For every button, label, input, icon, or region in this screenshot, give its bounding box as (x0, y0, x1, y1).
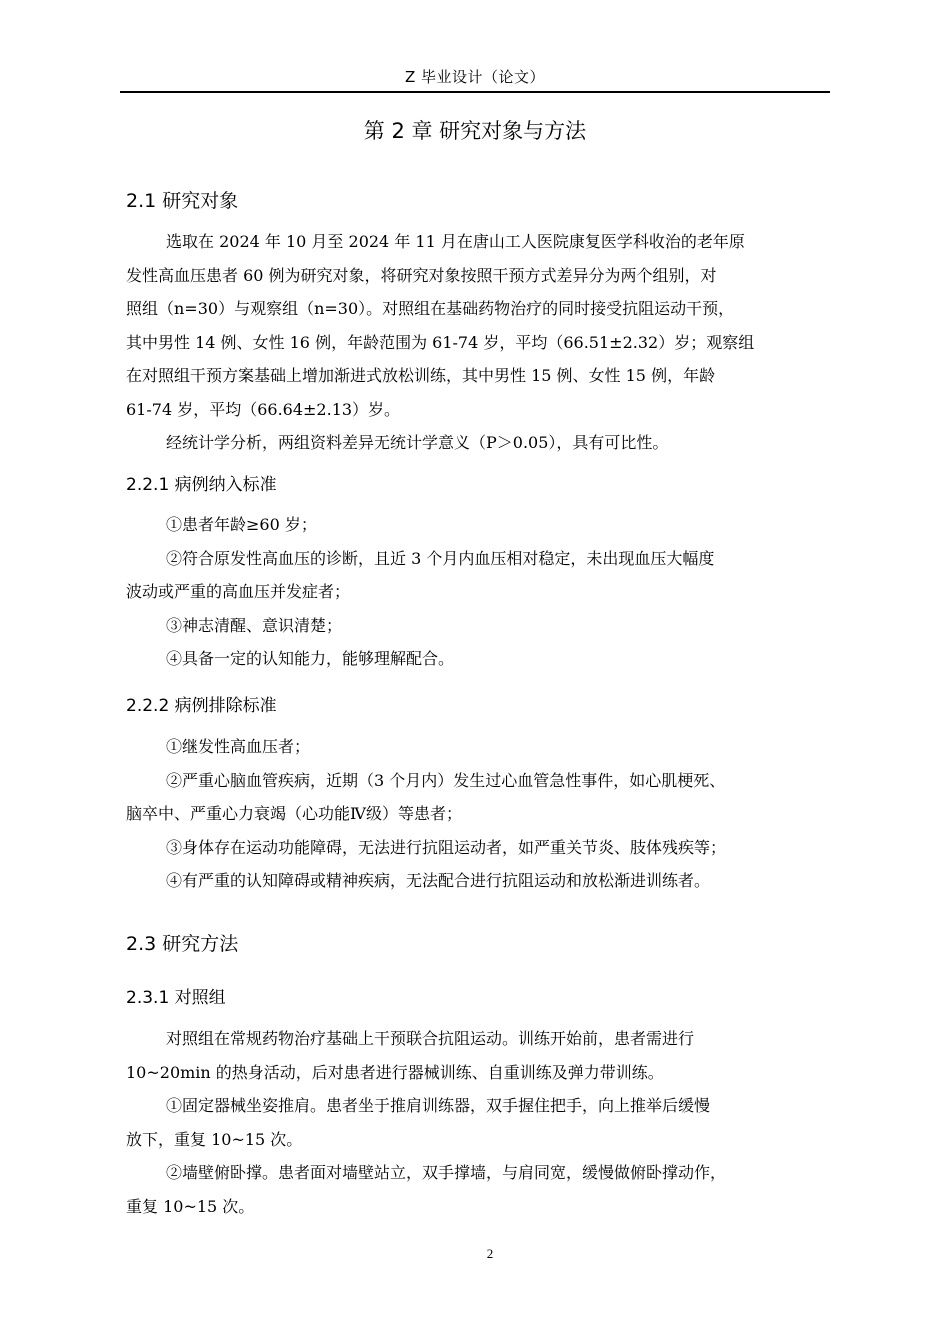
paragraph-line: 10~20min 的热身活动，后对患者进行器械训练、自重训练及弹力带训练。 (126, 1062, 664, 1082)
list-item: ①固定器械坐姿推肩。患者坐于推肩训练器，双手握住把手，向上推举后缓慢 (166, 1096, 711, 1115)
list-item-continuation: 脑卒中、严重心力衰竭（心功能Ⅳ级）等患者； (126, 804, 462, 823)
header-rule (120, 91, 830, 93)
section-heading-2-2-2: 2.2.2 病例排除标准 (126, 696, 277, 716)
paragraph-line: 照组（n=30）与观察组（n=30）。对照组在基础药物治疗的同时接受抗阻运动干预， (126, 299, 735, 318)
chapter-title: 第 2 章 研究对象与方法 (363, 119, 587, 143)
inclusion-criteria-list (126, 508, 826, 676)
list-item: ②符合原发性高血压的诊断，且近 3 个月内血压相对稳定，未出现血压大幅度 (166, 548, 715, 568)
list-item: ④具备一定的认知能力，能够理解配合。 (166, 649, 455, 668)
list-item: ②严重心脑血管疾病，近期（3 个月内）发生过心血管急性事件，如心肌梗死、 (166, 770, 726, 790)
paragraph-line: 在对照组干预方案基础上增加渐进式放松训练，其中男性 15 例、女性 15 例，年龄 (126, 366, 716, 385)
exclusion-criteria-list (126, 730, 826, 898)
page-number: 2 (486, 1246, 494, 1261)
paragraph-line: 选取在 2024 年 10 月至 2024 年 11 月在唐山工人医院康复医学科收治的老年原 (166, 232, 745, 251)
list-item: ①患者年龄≥60 岁； (166, 515, 317, 534)
list-item-continuation: 放下，重复 10~15 次。 (126, 1129, 303, 1149)
list-item-continuation: 重复 10~15 次。 (126, 1196, 255, 1216)
list-item-continuation: 波动或严重的高血压并发症者； (126, 582, 351, 601)
section-heading-2-2-1: 2.2.1 病例纳入标准 (126, 475, 277, 495)
section-heading-2-3: 2.3 研究方法 (126, 933, 239, 955)
paragraph-line: 61-74 岁，平均（66.64±2.13）岁。 (126, 399, 401, 419)
control-group-description (126, 1022, 826, 1223)
section-heading-2-1: 2.1 研究对象 (126, 190, 239, 212)
section-heading-2-3-1: 2.3.1 对照组 (126, 988, 226, 1008)
list-item: ①继发性高血压者； (166, 737, 311, 756)
section-2-1-paragraph (126, 225, 826, 460)
comparability-statement: 经统计学分析，两组资料差异无统计学意义（P＞0.05），具有可比性。 (166, 433, 669, 452)
paragraph-line: 其中男性 14 例、女性 16 例，年龄范围为 61-74 岁，平均（66.51±2.32）岁；观察组 (126, 332, 755, 352)
running-header: Z 毕业设计（论文） (404, 68, 546, 86)
list-item: ③身体存在运动功能障碍，无法进行抗阻运动者，如严重关节炎、肢体残疾等； (166, 837, 727, 857)
paragraph-line: 发性高血压患者 60 例为研究对象，将研究对象按照干预方式差异分为两个组别，对 (126, 265, 717, 285)
list-item: ②墙壁俯卧撑。患者面对墙壁站立，双手撑墙，与肩同宽，缓慢做俯卧撑动作， (166, 1163, 727, 1182)
paragraph-line: 对照组在常规药物治疗基础上干预联合抗阻运动。训练开始前，患者需进行 (166, 1029, 695, 1048)
list-item: ③神志清醒、意识清楚； (166, 615, 343, 635)
list-item: ④有严重的认知障碍或精神疾病，无法配合进行抗阻运动和放松渐进训练者。 (166, 871, 711, 890)
